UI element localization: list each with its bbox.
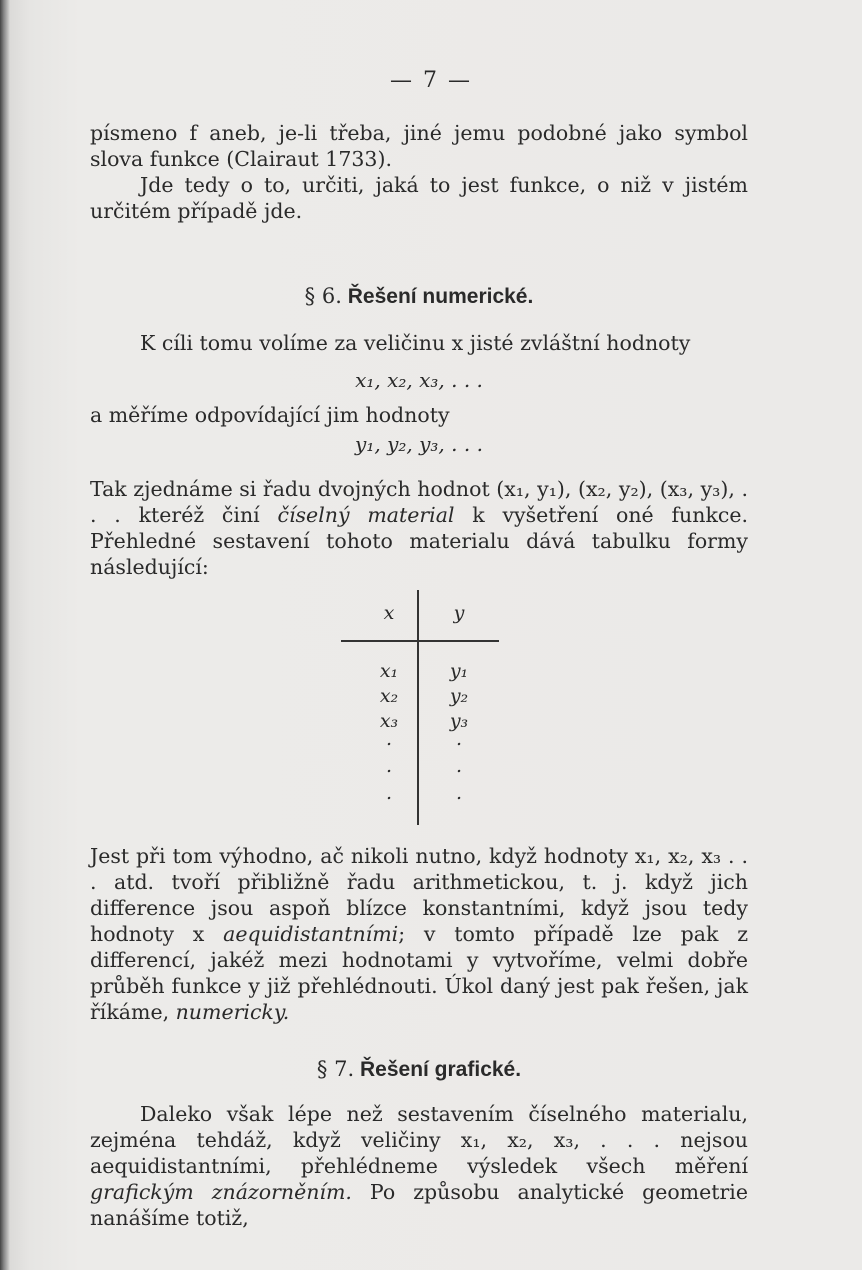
x-values-line: x₁, x₂, x₃, . . . bbox=[355, 368, 483, 392]
page-number: — 7 — bbox=[390, 68, 472, 93]
paragraph-5-part-b: k vyšetření oné funkce. Přehledné sestavení tohoto materialu dává tabulku formy následující: bbox=[90, 503, 749, 579]
paragraph-7 bbox=[90, 1101, 748, 1231]
section-7-number: § 7. bbox=[316, 1057, 355, 1081]
paragraph-6-part-b: ; v tomto případě lze pak z differencí, jakéž mezi hodnotami y vytvoříme, velmi dobře průběh funkce y již přehlédnouti. Úkol daný jest pak řešen, jak říkáme, bbox=[90, 922, 748, 1024]
section-7-title: Řešení grafické. bbox=[359, 1058, 522, 1081]
paragraph-4: a měříme odpovídající jim hodnoty bbox=[90, 403, 450, 427]
paragraph-3: K cíli tomu volíme za veličinu x jisté zvláštní hodnoty bbox=[140, 331, 691, 355]
y-values-line: y₁, y₂, y₃, . . . bbox=[355, 432, 483, 456]
table-cell: . bbox=[385, 755, 393, 777]
table-cell: . bbox=[385, 728, 393, 750]
table-cell: . bbox=[385, 782, 393, 804]
table-horizontal-rule bbox=[341, 640, 499, 642]
paragraph-5-part-a: Tak zjednáme si řadu dvojných hodnot (x₁, y₁), (x₂, y₂), (x₃, y₃), . . . kteréž činí bbox=[90, 477, 748, 527]
page-binding-edge bbox=[0, 0, 10, 1270]
table-header-x: x bbox=[383, 602, 395, 624]
table-cell: y₃ bbox=[449, 710, 469, 732]
paragraph-5 bbox=[90, 476, 748, 580]
paragraph-5-block bbox=[90, 476, 748, 580]
table-cell: y₁ bbox=[449, 660, 469, 682]
table-cell: x₁ bbox=[379, 660, 399, 682]
paragraph-5-emphasis: číselný material bbox=[277, 503, 455, 527]
paragraph-6 bbox=[90, 843, 748, 1025]
table-cell: . bbox=[455, 755, 463, 777]
table-cell: . bbox=[455, 782, 463, 804]
paragraph-2: Jde tedy o to, určiti, jaká to jest funkce, o niž v jistém určitém případě jde. bbox=[90, 173, 748, 223]
paragraph-1-block bbox=[90, 120, 748, 224]
paragraph-4-block bbox=[90, 402, 748, 428]
paragraph-6-part-a: Jest při tom výhodno, ač nikoli nutno, když hodnoty x₁, x₂, x₃ . . . atd. tvoří přibližně řadu arithmetickou, t. j. když jich difference jsou aspoň blízce konstantními, když jsou tedy hodnoty x bbox=[90, 844, 748, 946]
table-cell: . bbox=[455, 728, 463, 750]
paragraph-1: písmeno f aneb, je-li třeba, jiné jemu podobné jako symbol slova funkce (Clairaut 1733). bbox=[90, 121, 748, 171]
paragraph-7-emphasis: grafickým znázorněním. bbox=[90, 1180, 352, 1204]
paragraph-6-emphasis-1: aequidistantními bbox=[223, 922, 399, 946]
paragraph-6-block bbox=[90, 843, 748, 1025]
table-cell: x₃ bbox=[379, 710, 399, 732]
paragraph-3-block bbox=[90, 330, 748, 356]
section-6-heading bbox=[90, 284, 748, 309]
table-cell: x₂ bbox=[379, 685, 399, 707]
data-table bbox=[341, 590, 499, 825]
paragraph-6-emphasis-2: numericky. bbox=[175, 1000, 290, 1024]
table-cell: y₂ bbox=[449, 685, 469, 707]
paragraph-7-part-b: Po způsobu analytické geometrie nanášíme totiž, bbox=[90, 1180, 748, 1230]
paragraph-7-part-a: Daleko však lépe než sestavením číselného materialu, zejména tehdáž, když veličiny x₁, x₂, x₃, . . . nejsou aequidistantními, přehlédneme výsledek všech měření bbox=[90, 1102, 748, 1178]
section-7-heading bbox=[90, 1057, 748, 1082]
paragraph-7-block bbox=[90, 1101, 748, 1231]
section-6-title: Řešení numerické. bbox=[347, 285, 534, 308]
section-6-number: § 6. bbox=[304, 284, 342, 308]
table-header-y: y bbox=[453, 602, 465, 624]
